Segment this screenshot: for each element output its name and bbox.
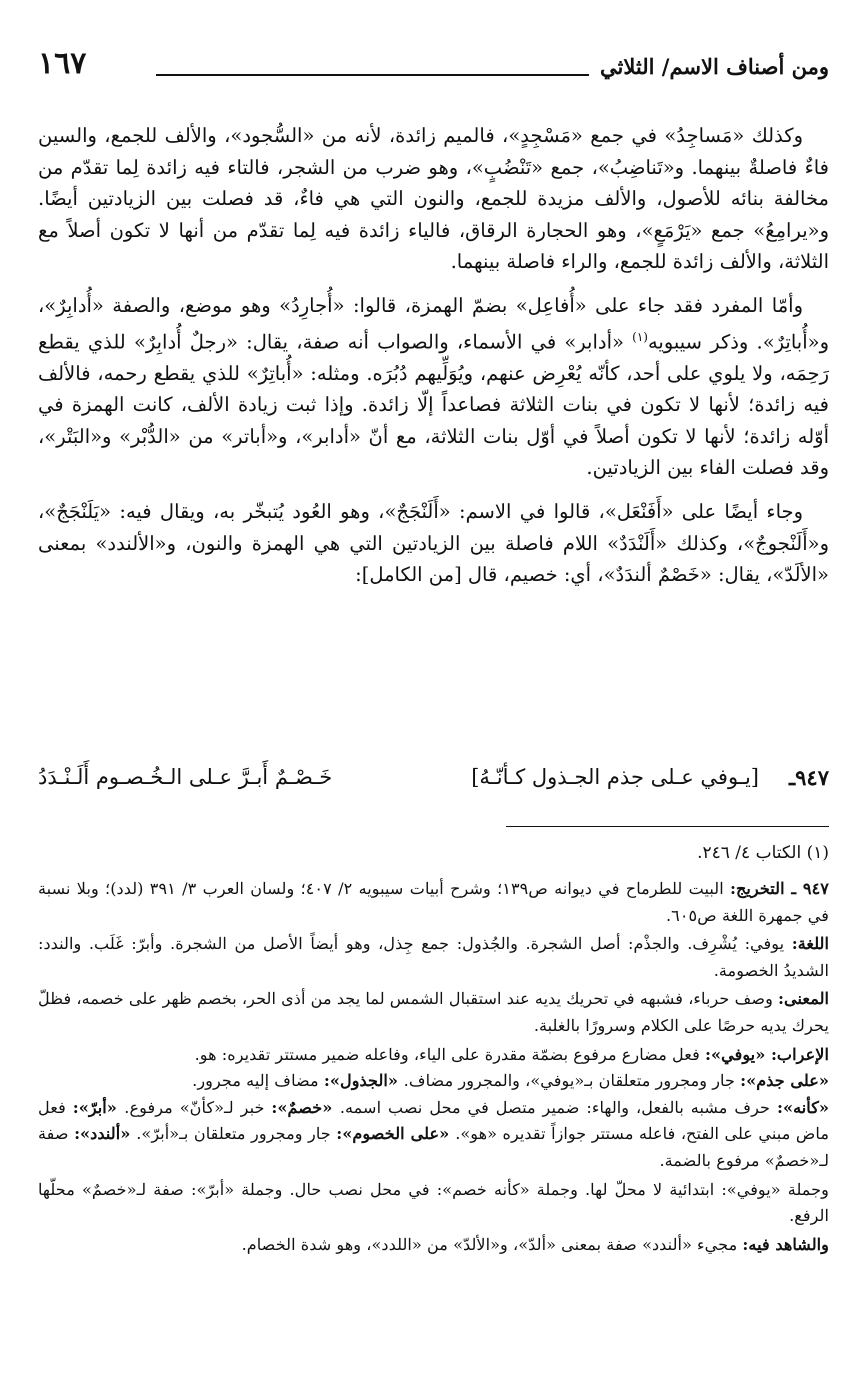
irab-text-1: فعل مضارع مرفوع بضمّة مقدرة على الياء، وفاعله ضمير مستتر تقديره: هو. [194, 1044, 705, 1064]
footnote-divider [506, 826, 829, 827]
irab-text-7: جار ومجرور متعلقان بـ«أبرّ». [136, 1124, 337, 1144]
takhrij-text: البيت للطرماح في ديوانه ص١٣٩؛ وشرح أبيات سيبويه ٢/ ٤٠٧؛ ولسان العرب ٣/ ٣٩١ (لدد)؛ وبلا نسبة في جمهرة اللغة ص٦٠٥. [38, 879, 829, 925]
footnote-marker: (١) [632, 329, 648, 344]
running-title: ومن أصناف الاسم/ الثلاثي [600, 54, 829, 79]
paragraph-2-text-b: «أدابر» في الأسماء، والصواب أنه صفة، يقال: «رجلٌ أُدابِرٌ» للذي يقطع رَحِمَه، ولا يلوي على أحد، كأنّه يُعْرِض عنهم، ويُوَلِّيهم دُبُرَه. ومثله: «أُباتِرٌ» للذي يقطع رحمه، فالألف فيه زائدة؛ لأنها لا تكون في بنات الثلاثة فصاعداً إلّا زائدة. وإذا ثبت زيادة الألف، كانت الهمزة في أوّله زائدة؛ لأنها لا تكون أصلاً في أوّل بنات الثلاثة، مع أنّ «أدابر»، و«أباتر» من «الدُّبْر» و«البَتْر»، وقد فصلت الفاء بين الزيادتين. [38, 330, 829, 480]
irab-text-3: مضاف إليه مجرور. [192, 1071, 324, 1091]
paragraph-2 [38, 290, 829, 484]
shahid-text: مجيء «ألندد» صفة بمعنى «ألدّ»، و«الألدّ» من «اللدد»، وهو شدة الخصام. [241, 1234, 743, 1254]
paragraph-3-text: وجاء أيضًا على «أَفَنْعَل»، قالوا في الاسم: «أَلَنْجَجٌ»، وهو العُود يُتبخّر به، ويقال فيه: «يَلَنْجَجٌ»، و«أَلَنْجوجٌ»، وكذلك «أَلَنْدَدٌ» اللام فاصلة بين الزيادتين التي هي الهمزة والنون، و«الألندد» بمعنى «الألَدّ»، يقال: «خَصْمٌ ألندَدٌ»، أي: خصيم، قال [من الكامل]: [38, 500, 829, 587]
paragraph-1-text: وكذلك «مَساجِدُ» في جمع «مَسْجِدٍ»، فالميم زائدة، لأنه من «السُّجود»، والألف للجمع، والسين فاءٌ فاصلةٌ بينهما. و«تَناضِبُ»، جمع «تَنْضُبٍ»، وهو ضرب من الشجر، فالتاء فيه زائدة لِما تقدّم من مخالفة بنائه للأصول، والألف مزيدة للجمع، والنون التي هي فاءٌ، قد فصلت بين الزيادتين أيضًا. و«يرامِعُ» جمع «يَرْمَعٍ»، وهو الحجارة الرقاق، فالياء زائدة فيه لِما تقدّم من أنها لا تكون أصلاً مع الثلاثة، والألف زائدة للجمع، والراء فاصلة بينهما. [38, 124, 829, 274]
irab-word-1: «يوفي»: [705, 1044, 771, 1064]
paragraph-1 [38, 120, 829, 278]
irab-word-8: «ألندد»: [74, 1124, 137, 1144]
verse-second-hemistich: خَـصْـمٌ أَبـرَّ عـلى الـخُـصـوم أَلَـنْـدَدُ [38, 765, 333, 789]
note-mana [38, 986, 829, 1039]
verse-number: ٩٤٧ـ [789, 765, 829, 790]
footnote-text: (١) الكتاب ٤/ ٢٤٦. [697, 843, 829, 863]
irab-word-4: «كأنه»: [776, 1097, 830, 1117]
note-lugha [38, 931, 829, 984]
note-takhrij [38, 876, 829, 929]
note-irab [38, 1042, 829, 1175]
lugha-label: اللغة: [791, 934, 829, 954]
irab-word-2: «على جذم»: [740, 1071, 829, 1091]
irab-text-8: صفة لـ«خصمٌ» مرفوع بالضمة. [38, 1124, 829, 1170]
header-rule [156, 74, 589, 76]
note-jumal [38, 1177, 829, 1230]
shahid-label: والشاهد فيه: [742, 1234, 829, 1254]
irab-word-3: «الجذول»: [323, 1071, 404, 1091]
irab-word-7: «على الخصوم»: [336, 1124, 456, 1144]
paragraph-2-text-a: وأمّا المفرد فقد جاء على «أُفاعِل» بضمّ الهمزة، قالوا: «أُجارِدُ» وهو موضع، والصفة «أُدابِرٌ»، و«أُباتِرٌ». وذكر سيبويه [38, 293, 829, 354]
verse-line [38, 763, 829, 803]
footnote [38, 841, 829, 865]
page-header [38, 44, 829, 86]
mana-label: المعنى: [778, 989, 829, 1009]
verse-first-hemistich: [يـوفي عـلى جذم الجـذول كـأنّـهُ] [471, 765, 759, 789]
irab-text-6: فعل ماض مبني على الفتح، فاعله مستتر جوازاً تقديره «هو». [38, 1097, 829, 1144]
lugha-text: يوفي: يُشْرِف. والجذْم: أصل الشجرة. والجُذول: جمع جِذل، وهو أيضاً الأصل من الشجرة. وأبرّ: غَلَب. والندد: الشديدُ الخصومة. [38, 934, 829, 980]
irab-text-4: حرف مشبه بالفعل، والهاء: ضمير متصل في محل نصب اسمه. [339, 1097, 777, 1117]
takhrij-label: ٩٤٧ ـ التخريج: [729, 879, 829, 898]
verse-commentary [38, 876, 829, 1260]
jumal-text: وجملة «يوفي»: ابتدائية لا محلّ لها. وجملة «كأنه خصم»: في محل نصب حال. وجملة «أبرّ»: صفة لـ«خصمٌ» محلّها الرفع. [38, 1179, 829, 1226]
page-number: ١٦٧ [38, 46, 87, 81]
note-shahid [38, 1232, 829, 1259]
irab-text-2: جار ومجرور متعلقان بـ«يوفي»، والمجرور مضاف. [403, 1071, 741, 1091]
irab-word-6: «أبرّ»: [72, 1097, 125, 1117]
mana-text: وصف حرباء، فشبهه في تحريك يديه عند استقبال الشمس لما يجد من أذى الحر، بخصم ظهر على خصمه، فظلّ يحرك يديه حرصًا على الكلام وسرورًا بالغلبة. [38, 989, 829, 1035]
main-text [38, 120, 829, 591]
paragraph-3 [38, 496, 829, 591]
irab-text-5: خبر لـ«كأنّ» مرفوع. [124, 1097, 272, 1117]
irab-label: الإعراب: [770, 1044, 829, 1064]
irab-word-5: «خصمٌ»: [271, 1097, 340, 1117]
